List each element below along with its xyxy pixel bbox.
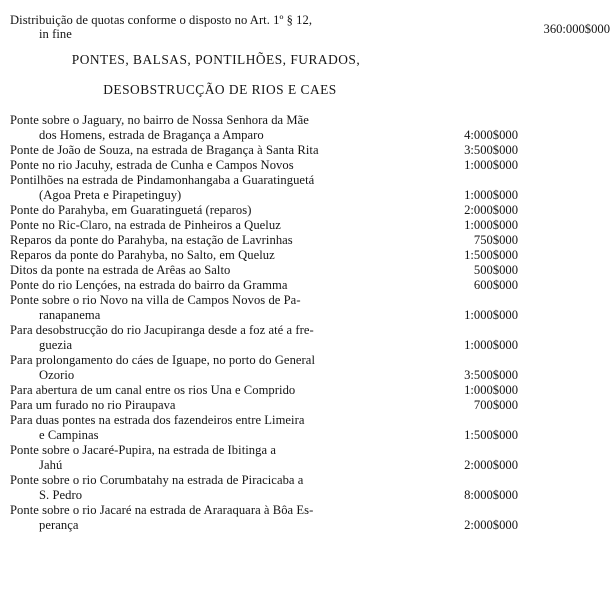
entry-text-continuation: Ozorio [39, 368, 75, 382]
entry-amount: 600$000 [473, 278, 518, 292]
section-heading-line-2: DESOBSTRUCÇÃO DE RIOS E CAES [103, 82, 337, 97]
entry-text-continuation: perança [39, 518, 79, 532]
entry-amount: 1:000$000 [464, 188, 518, 202]
entry-text-continuation: dos Homens, estrada de Bragança a Amparo [39, 128, 264, 142]
entry-text: Ponte sobre o Jaguary, no bairro de Nossa Senhora da Mãe [10, 113, 309, 127]
entry-text: Ponte no Ric-Claro, na estrada de Pinheiros a Queluz [10, 218, 281, 232]
entry-text-continuation: guezia [39, 338, 73, 352]
entry-text: Para prolongamento do cáes de Iguape, no porto do General [10, 353, 315, 367]
entry-amount: 2:000$000 [464, 203, 518, 217]
entry-text: Ponte sobre o Jacaré-Pupira, na estrada de Ibitinga a [10, 443, 276, 457]
entry-text: Ditos da ponte na estrada de Arêas ao Salto [10, 263, 231, 277]
entry-text: Para duas pontes na estrada dos fazendeiros entre Limeira [10, 413, 305, 427]
entry-text: Para abertura de um canal entre os rios Una e Comprido [10, 383, 296, 397]
entry-amount: 1:500$000 [464, 428, 518, 442]
entry-text-continuation: S. Pedro [39, 488, 83, 502]
entry-text: Ponte sobre o rio Jacaré na estrada de Araraquara à Bôa Es- [10, 503, 314, 517]
entry-text-continuation: e Campinas [39, 428, 99, 442]
entry-amount: 750$000 [473, 233, 518, 247]
entry-amount: 500$000 [473, 263, 518, 277]
entry-text-continuation: Jahú [39, 458, 63, 472]
entry-amount: 1:000$000 [464, 308, 518, 322]
entry-text: Ponte sobre o rio Corumbatahy na estrada de Piracicaba a [10, 473, 304, 487]
entry-amount: 1:500$000 [464, 248, 518, 262]
entry-amount: 8:000$000 [464, 488, 518, 502]
entry-amount: 2:000$000 [464, 458, 518, 472]
entry-text: Pontilhões na estrada de Pindamonhangaba a Guaratinguetá [10, 173, 315, 187]
entry-amount: 4:000$000 [464, 128, 518, 142]
entry-text: Ponte do rio Lençóes, na estrada do bairro da Gramma [10, 278, 288, 292]
section-heading-line-1: PONTES, BALSAS, PONTILHÕES, FURADOS, [71, 52, 361, 67]
entry-text: Para um furado no rio Piraupava [10, 398, 176, 412]
entry-text: Para desobstrucção do rio Jacupiranga desde a foz até a fre- [10, 323, 314, 337]
entry-text: Ponte no rio Jacuhy, estrada de Cunha e Campos Novos [10, 158, 294, 172]
intro-line-1: Distribuição de quotas conforme o disposto no Art. 1º § 12, [10, 13, 313, 27]
entry-text: Reparos da ponte do Parahyba, na estação de Lavrinhas [10, 233, 293, 247]
entry-amount: 1:000$000 [464, 218, 518, 232]
intro-amount: 360:000$000 [543, 22, 610, 36]
entry-text: Ponte do Parahyba, em Guaratinguetá (reparos) [10, 203, 252, 217]
entry-text: Ponte de João de Souza, na estrada de Bragança à Santa Rita [10, 143, 319, 157]
entry-amount: 3:500$000 [464, 143, 518, 157]
entry-text: Ponte sobre o rio Novo na villa de Campos Novos de Pa- [10, 293, 301, 307]
entry-amount: 1:000$000 [464, 158, 518, 172]
entry-amount: 1:000$000 [464, 383, 518, 397]
entry-text-continuation: ranapanema [39, 308, 101, 322]
entry-amount: 700$000 [473, 398, 518, 412]
intro-line-2: in fine [39, 27, 72, 41]
entry-text: Reparos da ponte do Parahyba, no Salto, em Queluz [10, 248, 275, 262]
entry-amount: 2:000$000 [464, 518, 518, 532]
entry-text-continuation: (Agoa Preta e Pirapetinguy) [39, 188, 182, 202]
entry-amount: 1:000$000 [464, 338, 518, 352]
entry-amount: 3:500$000 [464, 368, 518, 382]
